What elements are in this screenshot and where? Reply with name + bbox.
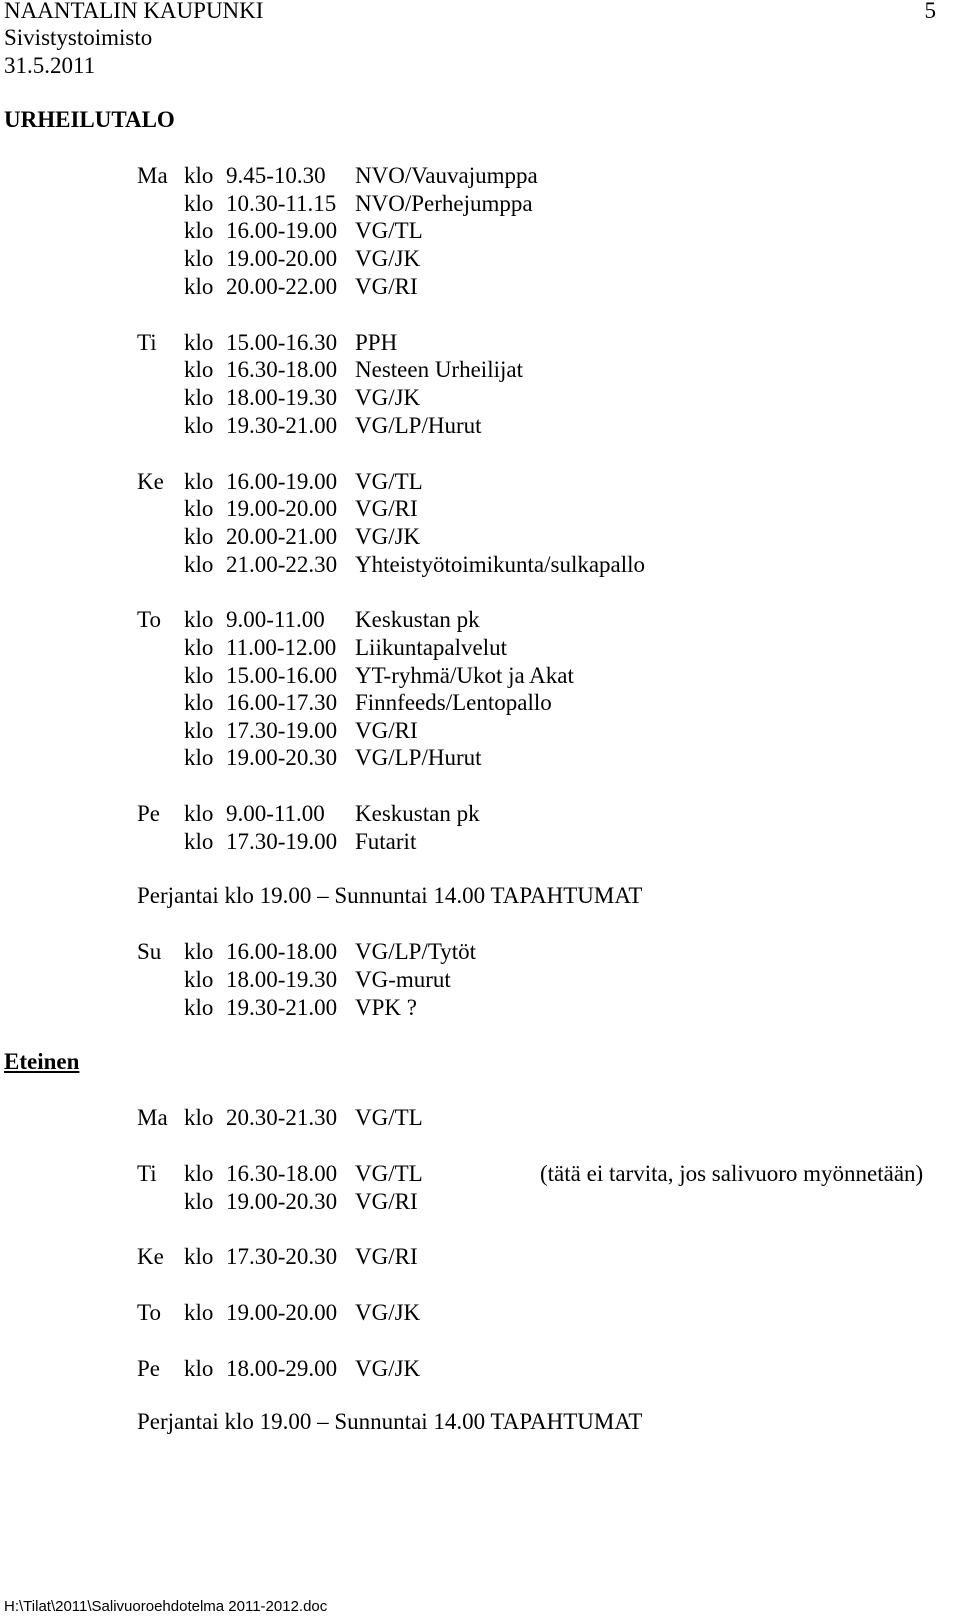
schedule-klo: klo (184, 496, 214, 521)
schedule-time: 19.00-20.00 (226, 1300, 338, 1325)
schedule-time: 20.00-21.00 (226, 524, 338, 549)
schedule-activity: VG/RI (355, 1189, 418, 1214)
schedule-day: Ma (137, 1105, 168, 1130)
schedule-klo: klo (184, 1356, 214, 1381)
schedule-time: 17.30-19.00 (226, 718, 338, 743)
schedule-activity: VG/RI (355, 274, 418, 299)
schedule-klo: klo (184, 635, 214, 660)
schedule-activity: VG/JK (355, 524, 421, 549)
schedule-activity: YT-ryhmä/Ukot ja Akat (355, 663, 574, 688)
schedule-day: Ke (137, 1244, 164, 1269)
schedule-time: 18.00-19.30 (226, 967, 338, 992)
schedule-klo: klo (184, 939, 214, 964)
schedule-activity: Keskustan pk (355, 607, 480, 632)
schedule-activity: VG-murut (355, 967, 451, 992)
schedule-time: 16.00-19.00 (226, 218, 338, 243)
schedule-klo: klo (184, 1244, 214, 1269)
schedule-time: 16.00-17.30 (226, 690, 338, 715)
schedule-time: 19.30-21.00 (226, 995, 338, 1020)
schedule-day: To (137, 1300, 161, 1325)
schedule-activity: VPK ? (355, 995, 417, 1020)
schedule-activity: Nesteen Urheilijat (355, 357, 523, 382)
schedule-time: 19.00-20.30 (226, 745, 338, 770)
schedule-klo: klo (184, 163, 214, 188)
schedule-activity: Liikuntapalvelut (355, 635, 508, 660)
header-organization: NAANTALIN KAUPUNKI (4, 0, 264, 23)
schedule-klo: klo (184, 191, 214, 216)
schedule-time: 15.00-16.00 (226, 663, 338, 688)
schedule-day: Ti (137, 1161, 157, 1186)
schedule-day: Su (137, 939, 162, 964)
schedule-time: 16.30-18.00 (226, 357, 338, 382)
schedule-klo: klo (184, 718, 214, 743)
schedule-klo: klo (184, 829, 214, 854)
schedule-klo: klo (184, 218, 214, 243)
subsection-title: Eteinen (4, 1049, 80, 1074)
schedule-activity: VG/JK (355, 385, 421, 410)
header-department: Sivistystoimisto (4, 25, 153, 50)
schedule-activity: VG/RI (355, 1244, 418, 1269)
schedule-activity: VG/LP/Hurut (355, 745, 482, 770)
schedule-day: To (137, 607, 161, 632)
schedule-time: 19.00-20.30 (226, 1189, 338, 1214)
schedule-activity: VG/LP/Tytöt (355, 939, 477, 964)
schedule-klo: klo (184, 1105, 214, 1130)
schedule-klo: klo (184, 246, 214, 271)
schedule-klo: klo (184, 1300, 214, 1325)
schedule-day: Ti (137, 330, 157, 355)
schedule-time: 17.30-20.30 (226, 1244, 338, 1269)
schedule-activity: NVO/Vauvajumppa (355, 163, 538, 188)
schedule-time: 11.00-12.00 (226, 635, 337, 660)
schedule-time: 9.00-11.00 (226, 801, 325, 826)
schedule-time: 20.30-21.30 (226, 1105, 338, 1130)
schedule-klo: klo (184, 995, 214, 1020)
schedule-day: Pe (137, 1356, 160, 1381)
schedule-time: 19.00-20.00 (226, 246, 338, 271)
schedule-time: 10.30-11.15 (226, 191, 337, 216)
schedule-klo: klo (184, 274, 214, 299)
schedule-activity: VG/TL (355, 1161, 423, 1186)
schedule-time: 9.45-10.30 (226, 163, 326, 188)
schedule-activity: VG/TL (355, 469, 423, 494)
schedule-klo: klo (184, 1161, 214, 1186)
schedule-activity: VG/JK (355, 1300, 421, 1325)
schedule-day: Pe (137, 801, 160, 826)
schedule-time: 20.00-22.00 (226, 274, 338, 299)
schedule-time: 16.30-18.00 (226, 1161, 338, 1186)
section-title: URHEILUTALO (4, 107, 175, 132)
schedule-activity: VG/JK (355, 1356, 421, 1381)
header-date: 31.5.2011 (4, 53, 96, 78)
schedule-day: Ma (137, 163, 168, 188)
schedule-time: 19.30-21.00 (226, 413, 338, 438)
schedule-klo: klo (184, 330, 214, 355)
schedule-time: 21.00-22.30 (226, 552, 338, 577)
schedule-klo: klo (184, 967, 214, 992)
page-number: 5 (924, 0, 936, 23)
schedule-time: 18.00-29.00 (226, 1356, 338, 1381)
schedule-activity: PPH (355, 330, 398, 355)
schedule-klo: klo (184, 469, 214, 494)
schedule-klo: klo (184, 357, 214, 382)
schedule-klo: klo (184, 663, 214, 688)
schedule-activity: Keskustan pk (355, 801, 480, 826)
event-line: Perjantai klo 19.00 – Sunnuntai 14.00 TAPAHTUMAT (137, 1409, 643, 1434)
schedule-time: 19.00-20.00 (226, 496, 338, 521)
schedule-activity: VG/RI (355, 718, 418, 743)
schedule-time: 15.00-16.30 (226, 330, 338, 355)
schedule-activity: VG/TL (355, 1105, 423, 1130)
schedule-activity: NVO/Perhejumppa (355, 191, 533, 216)
schedule-note: (tätä ei tarvita, jos salivuoro myönnetään) (540, 1161, 924, 1186)
schedule-activity: Finnfeeds/Lentopallo (355, 690, 552, 715)
schedule-time: 16.00-18.00 (226, 939, 338, 964)
schedule-klo: klo (184, 552, 214, 577)
schedule-time: 17.30-19.00 (226, 829, 338, 854)
schedule-klo: klo (184, 524, 214, 549)
schedule-activity: VG/TL (355, 218, 423, 243)
schedule-activity: Futarit (355, 829, 417, 854)
schedule-activity: VG/JK (355, 246, 421, 271)
schedule-time: 18.00-19.30 (226, 385, 338, 410)
schedule-activity: VG/LP/Hurut (355, 413, 482, 438)
event-line: Perjantai klo 19.00 – Sunnuntai 14.00 TAPAHTUMAT (137, 883, 643, 908)
schedule-day: Ke (137, 469, 164, 494)
schedule-klo: klo (184, 801, 214, 826)
schedule-klo: klo (184, 1189, 214, 1214)
schedule-time: 16.00-19.00 (226, 469, 338, 494)
schedule-klo: klo (184, 690, 214, 715)
schedule-activity: Yhteistyötoimikunta/sulkapallo (355, 552, 646, 577)
schedule-activity: VG/RI (355, 496, 418, 521)
schedule-klo: klo (184, 607, 214, 632)
schedule-klo: klo (184, 745, 214, 770)
schedule-klo: klo (184, 413, 214, 438)
schedule-klo: klo (184, 385, 214, 410)
footer-filepath: H:\Tilat\2011\Salivuoroehdotelma 2011-2012.doc (4, 1598, 328, 1615)
schedule-time: 9.00-11.00 (226, 607, 325, 632)
